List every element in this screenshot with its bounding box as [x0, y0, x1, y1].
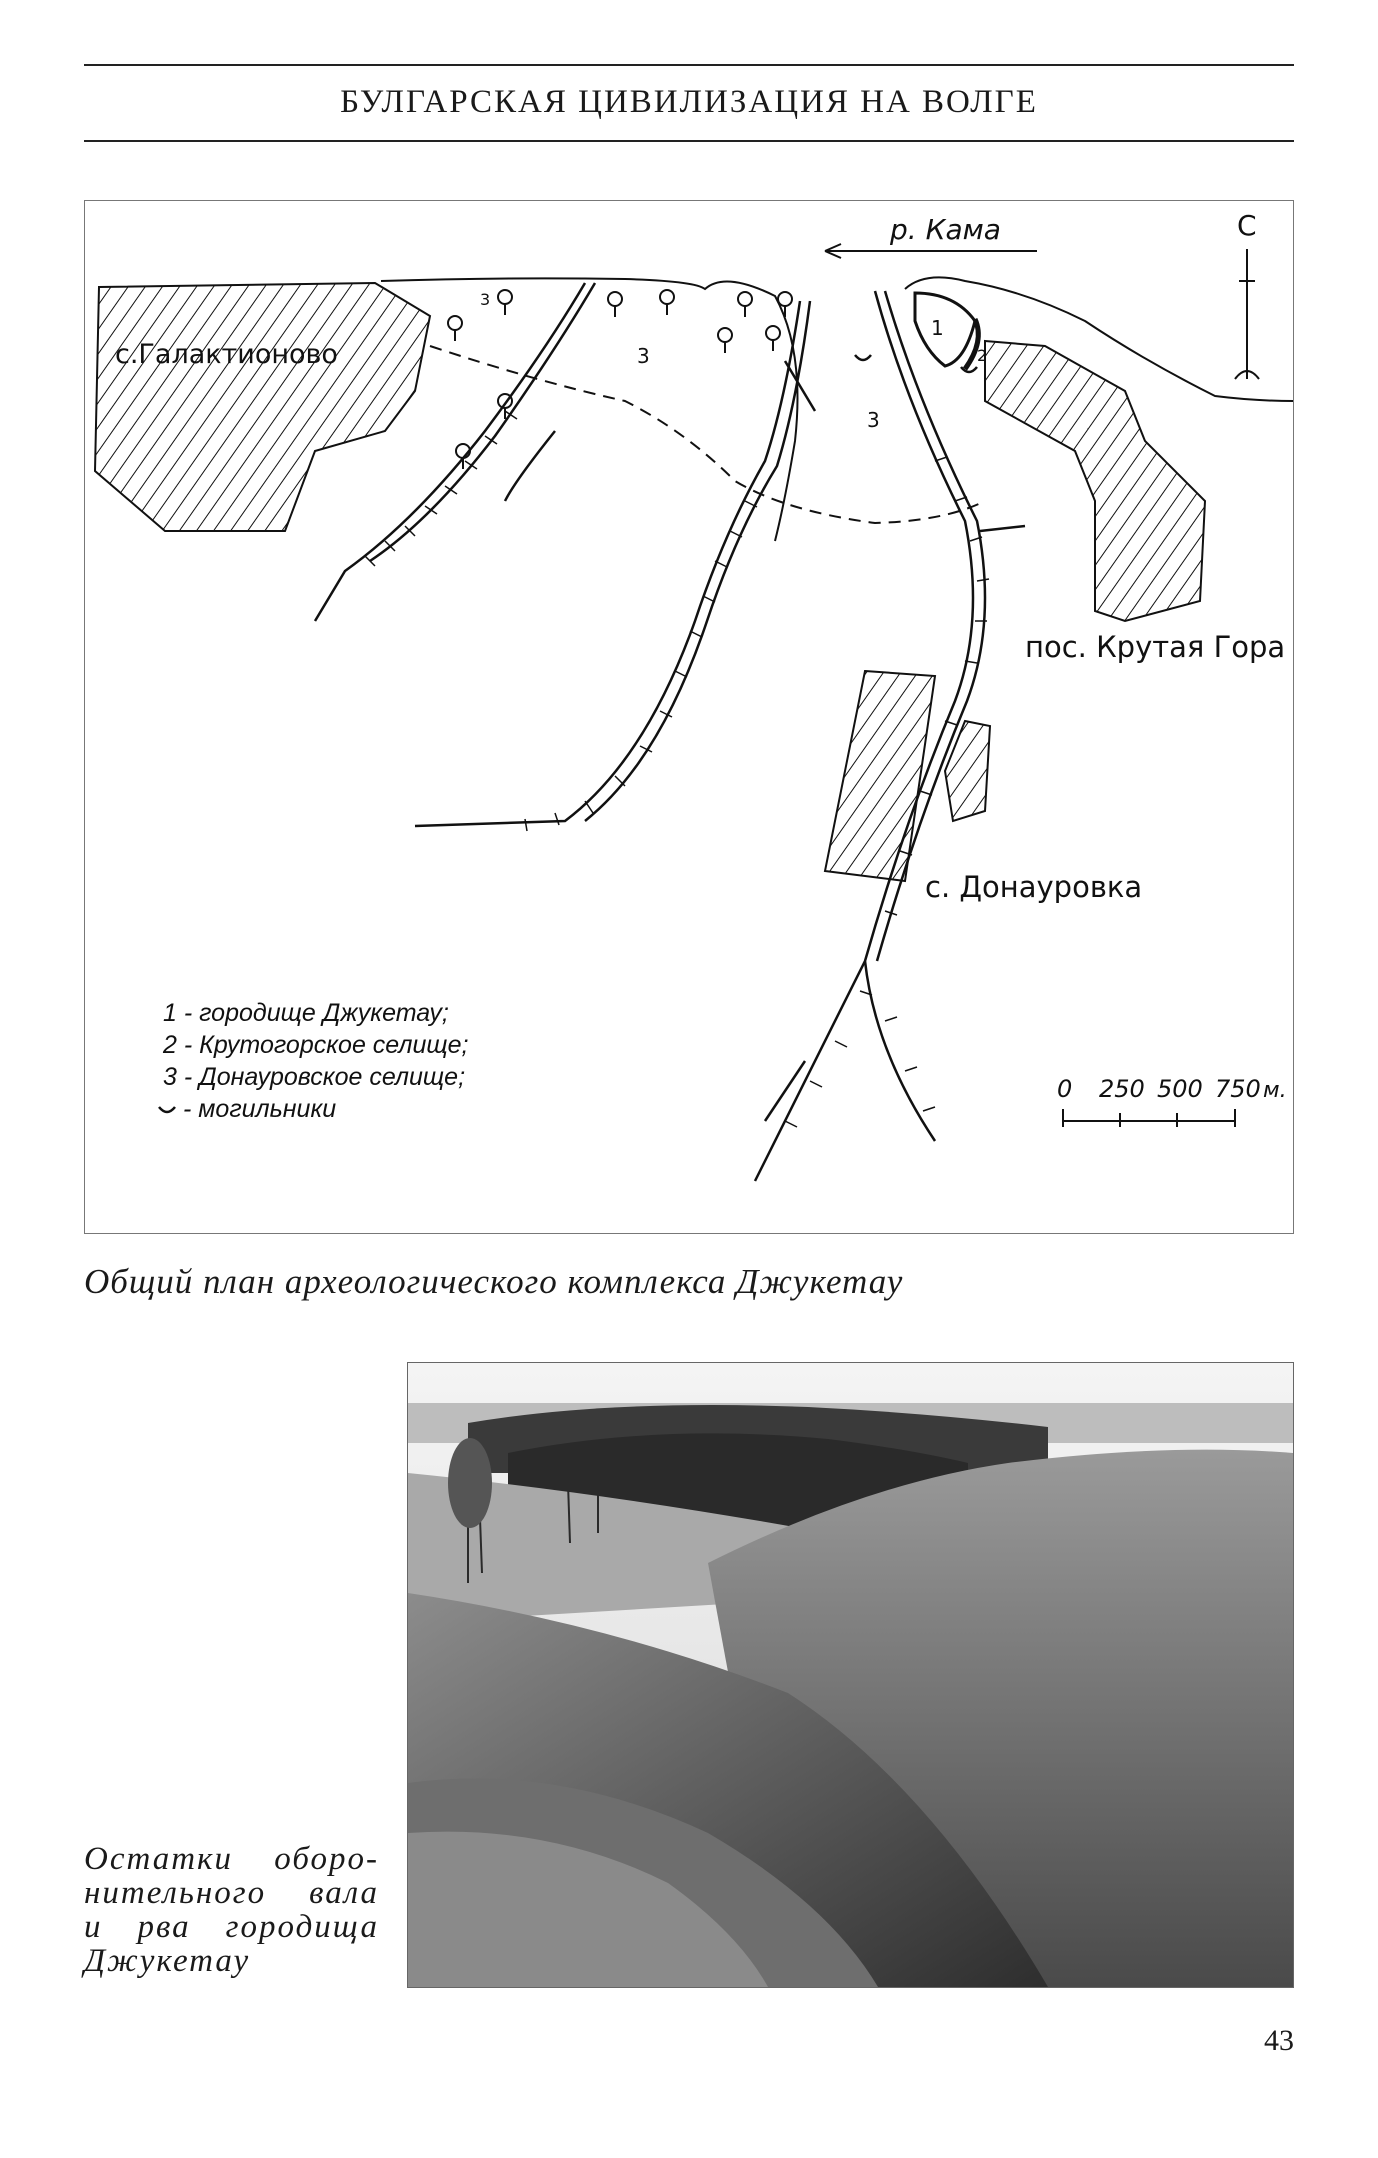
burial-ground-legend-icon [159, 1107, 175, 1112]
label-donaurovka: с. Донауровка [925, 870, 1143, 904]
top-rule [84, 64, 1294, 66]
scale-tick-750: 750 [1215, 1075, 1261, 1103]
site-number-1: 1 [931, 316, 944, 340]
site-number-3: 3 [480, 290, 491, 309]
photo-caption-line: Джукетау [84, 1943, 251, 1979]
header-rule [84, 140, 1294, 142]
scale-tick-500: 500 [1157, 1075, 1203, 1103]
krutaya-gora-area [985, 341, 1205, 621]
photo-caption-line: Остатки оборо- [84, 1841, 379, 1877]
photo-caption-line: нительного вала [84, 1875, 379, 1911]
legend-item-2: 2 - Крутогорское селище; [163, 1031, 469, 1059]
label-galaktionovo: с.Галактионово [115, 339, 338, 370]
scale-tick-0: 0 [1057, 1075, 1073, 1103]
galaktionovo-area [95, 283, 430, 531]
running-title: БУЛГАРСКАЯ ЦИВИЛИЗАЦИЯ НА ВОЛГЕ [340, 84, 1038, 120]
archaeological-map [84, 200, 1294, 1234]
tree-icons [448, 290, 792, 469]
map-caption: Общий план археологического комплекса Джукетау [84, 1262, 904, 1301]
legend-item-3: 3 - Донауровское селище; [163, 1063, 466, 1091]
site-number-3: 3 [637, 344, 650, 368]
label-krutaya-gora: пос. Крутая Гора [1025, 630, 1286, 664]
river-label: р. Кама [890, 213, 1001, 246]
scale-tick-250: 250 [1099, 1075, 1145, 1103]
page-number: 43 [1264, 2024, 1294, 2057]
site-number-3: 3 [867, 408, 880, 432]
map-legend [159, 999, 469, 1123]
scale-unit: м. [1263, 1078, 1287, 1103]
burial-ground-mark [855, 355, 871, 360]
rampart-photo [407, 1362, 1294, 1988]
legend-item-1: 1 - городище Джукетау; [163, 999, 449, 1027]
photo-caption-line: и рва городища [84, 1909, 379, 1945]
photo-caption [84, 1842, 379, 1978]
hillfort-1 [915, 293, 975, 366]
site-number-2: 2 [977, 346, 988, 365]
scale-bar [1057, 1075, 1287, 1127]
north-label: С [1237, 209, 1257, 242]
legend-item-4: - могильники [183, 1095, 337, 1123]
river-bank-line [381, 278, 798, 541]
donaurovka-area-west [825, 671, 935, 881]
